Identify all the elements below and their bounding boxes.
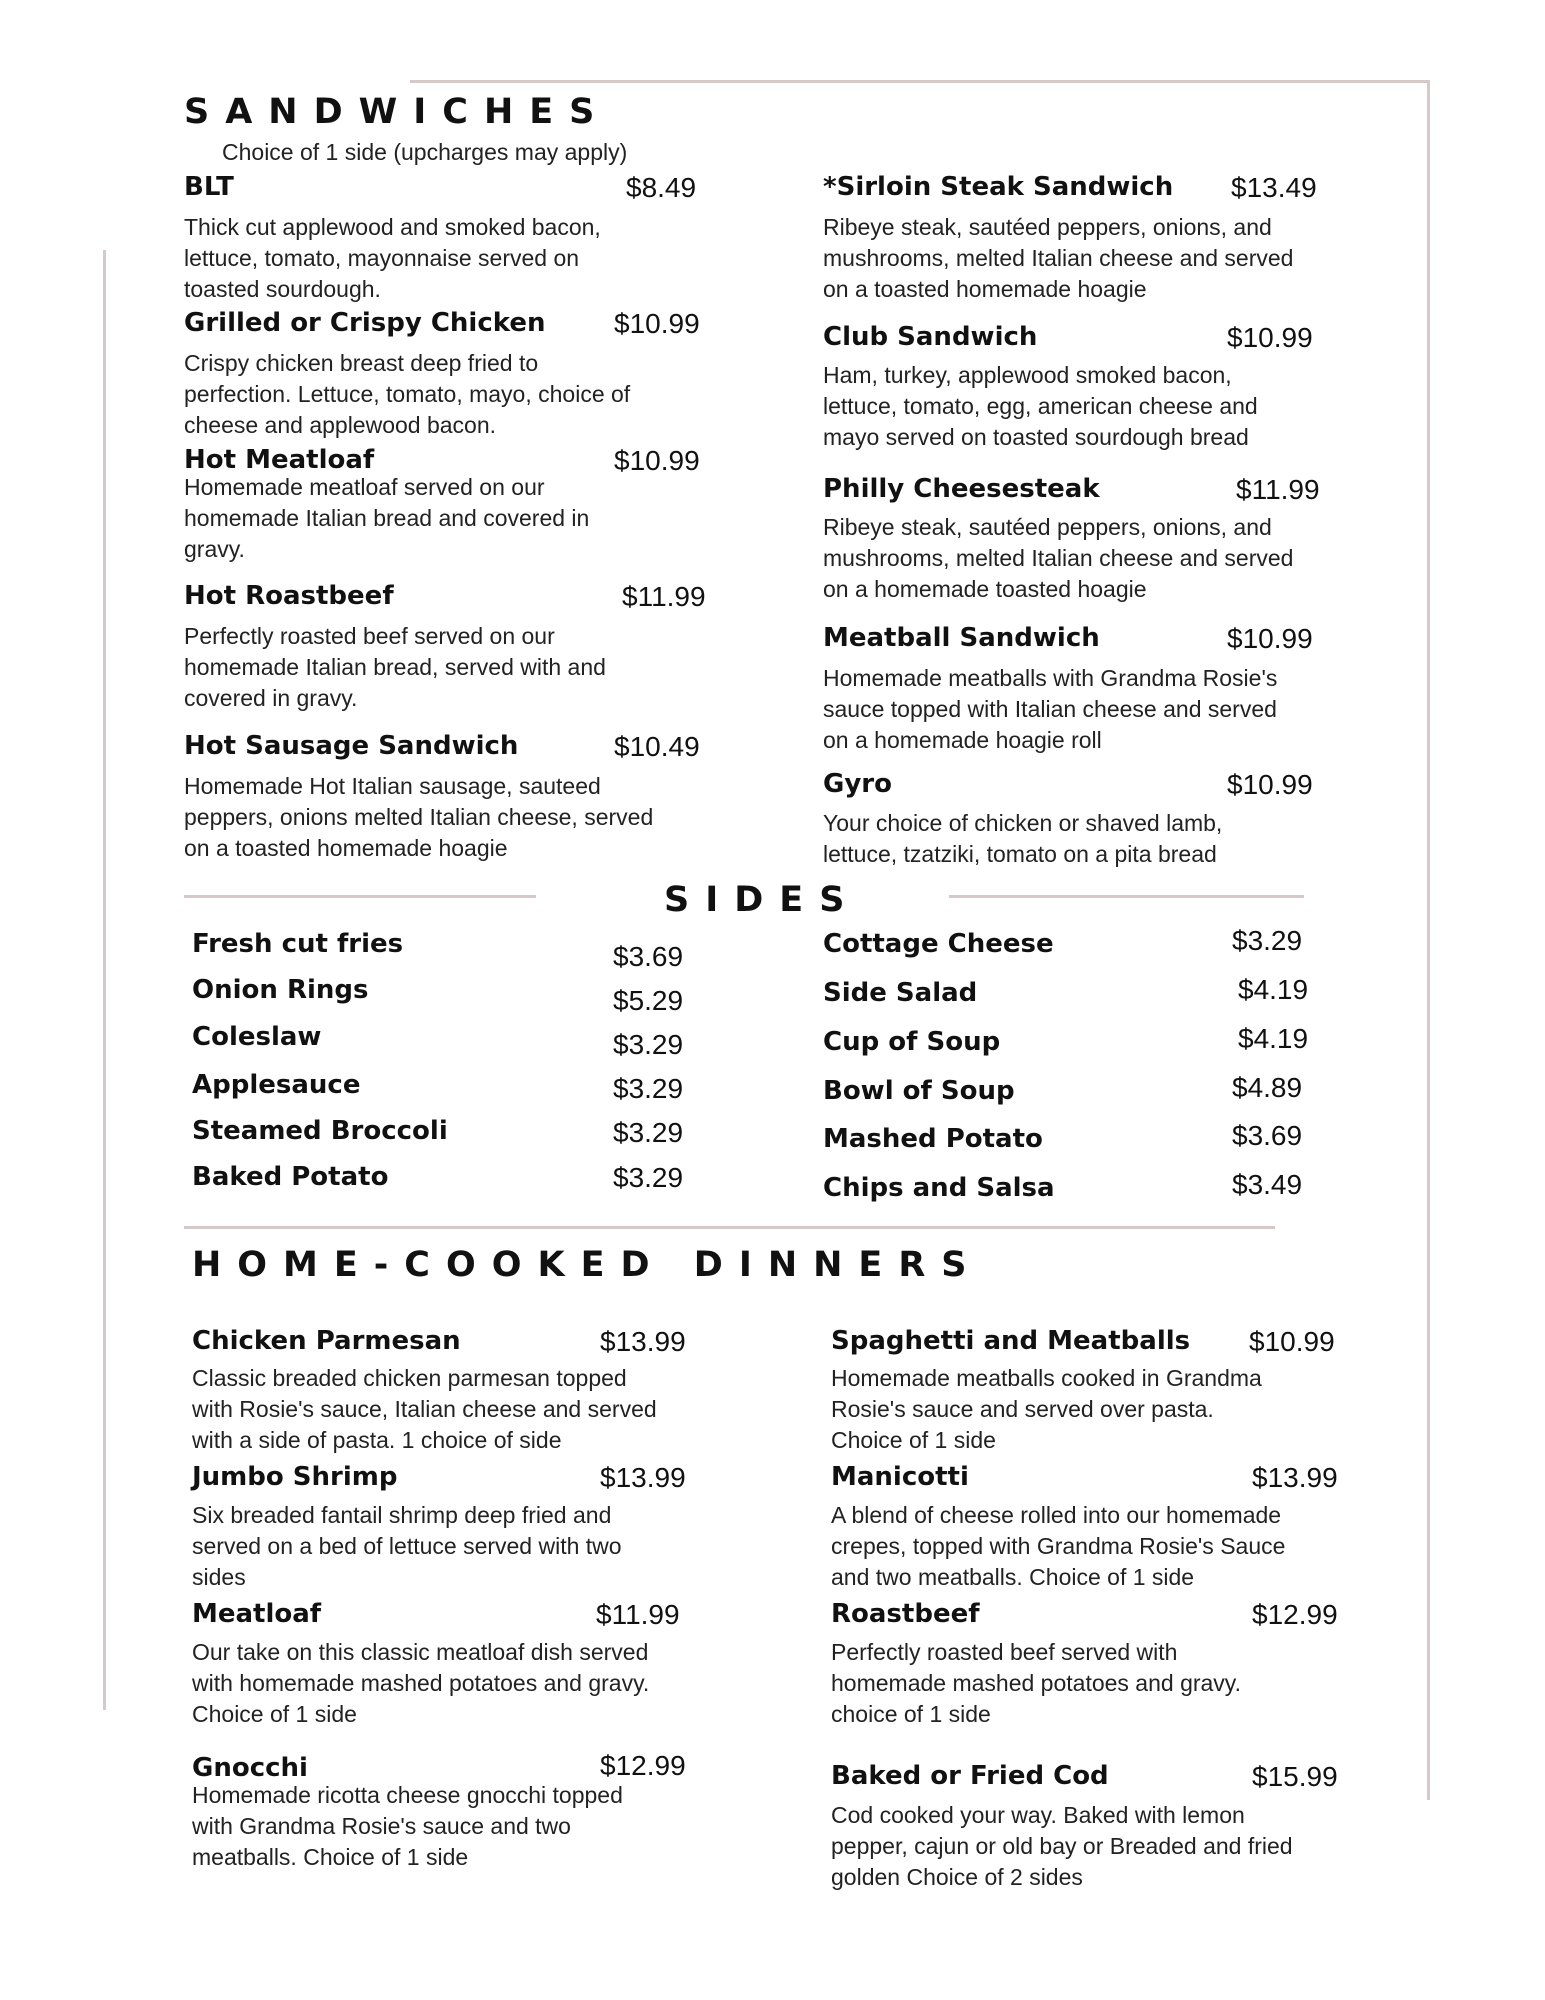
sandwiches-subtitle: Choice of 1 side (upcharges may apply) [222,139,628,165]
item-name: Steamed Broccoli [192,1116,448,1146]
item-description: Cod cooked your way. Baked with lemon pepper, cajun or old bay or Breaded and fried golden Choice of 2 sides [831,1802,1293,1890]
item-price: $10.49 [614,731,700,762]
item-name: Fresh cut fries [192,929,404,959]
item-description: Ribeye steak, sautéed peppers, onions, and mushrooms, melted Italian cheese and served on a homemade toasted hoagie [823,514,1294,602]
item-name: Cup of Soup [823,1027,1001,1057]
item-price: $8.49 [626,172,697,203]
item-price: $15.99 [1252,1761,1338,1792]
item-price: $11.99 [622,581,706,612]
item-name: Hot Meatloaf [184,445,375,475]
item-name: Grilled or Crispy Chicken [184,308,546,338]
item-description: Perfectly roasted beef served with homemade mashed potatoes and gravy. choice of 1 side [831,1639,1241,1727]
sides-divider-left [184,895,536,898]
item-price: $4.89 [1232,1072,1303,1103]
item-price: $3.29 [613,1029,684,1060]
item-description: Our take on this classic meatloaf dish served with homemade mashed potatoes and gravy. Choice of 1 side [192,1639,650,1727]
item-price: $13.99 [1252,1462,1338,1493]
item-price: $13.49 [1231,172,1317,203]
sides-divider-right [949,895,1304,898]
item-price: $4.19 [1238,974,1309,1005]
item-name: Cottage Cheese [823,929,1054,959]
item-price: $5.29 [613,985,684,1016]
item-name: Onion Rings [192,975,369,1005]
item-price: $3.49 [1232,1169,1303,1200]
item-price: $10.99 [1249,1326,1335,1357]
item-description: Homemade ricotta cheese gnocchi topped with Grandma Rosie's sauce and two meatballs. Choice of 1 side [192,1782,623,1870]
item-description: Crispy chicken breast deep fried to perfection. Lettuce, tomato, mayo, choice of cheese and applewood bacon. [184,350,631,438]
item-name: Chicken Parmesan [192,1326,461,1356]
item-name: BLT [184,172,234,202]
item-name: Baked or Fried Cod [831,1761,1109,1791]
item-description: A blend of cheese rolled into our homemade crepes, topped with Grandma Rosie's Sauce and two meatballs. Choice of 1 side [831,1502,1286,1590]
item-description: Six breaded fantail shrimp deep fried and served on a bed of lettuce served with two sides [192,1502,622,1590]
top-frame-line [410,80,1430,83]
item-description: Your choice of chicken or shaved lamb, lettuce, tzatziki, tomato on a pita bread [823,810,1223,867]
item-price: $10.99 [614,445,700,476]
item-price: $3.69 [1232,1120,1303,1151]
dinners-divider [184,1226,1275,1229]
item-name: Philly Cheesesteak [823,474,1100,504]
item-name: Jumbo Shrimp [192,1462,398,1492]
item-description: Ham, turkey, applewood smoked bacon, lettuce, tomato, egg, american cheese and mayo served on toasted sourdough bread [823,362,1258,450]
item-name: Hot Roastbeef [184,581,394,611]
item-name: Mashed Potato [823,1124,1043,1154]
item-description: Ribeye steak, sautéed peppers, onions, and mushrooms, melted Italian cheese and served on a toasted homemade hoagie [823,214,1294,302]
item-name: *Sirloin Steak Sandwich [823,172,1174,202]
item-price: $10.99 [1227,769,1313,800]
item-name: Chips and Salsa [823,1173,1055,1203]
item-description: Perfectly roasted beef served on our homemade Italian bread, served with and covered in gravy. [184,623,606,711]
right-frame-line [1427,80,1430,1800]
item-name: Hot Sausage Sandwich [184,731,519,761]
item-price: $12.99 [600,1750,686,1781]
item-price: $12.99 [1252,1599,1338,1630]
item-price: $3.29 [613,1073,684,1104]
item-price: $3.29 [1232,925,1303,956]
sandwiches-title: SANDWICHES [184,92,611,132]
item-description: Homemade meatloaf served on our homemade Italian bread and covered in gravy. [184,474,590,562]
item-name: Bowl of Soup [823,1076,1015,1106]
item-description: Homemade meatballs with Grandma Rosie's sauce topped with Italian cheese and served on a homemade hoagie roll [823,665,1278,753]
item-price: $11.99 [596,1599,680,1630]
item-price: $3.29 [613,1117,684,1148]
item-price: $13.99 [600,1462,686,1493]
item-description: Classic breaded chicken parmesan topped with Rosie's sauce, Italian cheese and served with a side of pasta. 1 choice of side [192,1365,657,1453]
item-name: Baked Potato [192,1162,389,1192]
item-name: Applesauce [192,1070,361,1100]
item-price: $10.99 [1227,623,1313,654]
item-description: Homemade Hot Italian sausage, sauteed peppers, onions melted Italian cheese, served on a toasted homemade hoagie [184,773,654,861]
item-price: $10.99 [1227,322,1313,353]
item-name: Club Sandwich [823,322,1038,352]
item-price: $3.69 [613,941,684,972]
item-price: $4.19 [1238,1023,1309,1054]
item-name: Side Salad [823,978,978,1008]
item-price: $3.29 [613,1162,684,1193]
item-name: Coleslaw [192,1022,322,1052]
item-name: Spaghetti and Meatballs [831,1326,1191,1356]
sides-title: SIDES [664,880,861,920]
item-description: Homemade meatballs cooked in Grandma Rosie's sauce and served over pasta. Choice of 1 side [831,1365,1262,1453]
left-frame-line [103,250,106,1710]
item-name: Gyro [823,769,892,799]
item-name: Roastbeef [831,1599,980,1629]
dinners-title: HOME-COOKED DINNERS [192,1245,983,1285]
item-name: Meatball Sandwich [823,623,1100,653]
item-name: Meatloaf [192,1599,322,1629]
item-price: $11.99 [1236,474,1320,505]
item-name: Manicotti [831,1462,969,1492]
item-price: $13.99 [600,1326,686,1357]
item-name: Gnocchi [192,1753,308,1783]
item-price: $10.99 [614,308,700,339]
item-description: Thick cut applewood and smoked bacon, lettuce, tomato, mayonnaise served on toasted sourdough. [184,214,601,302]
